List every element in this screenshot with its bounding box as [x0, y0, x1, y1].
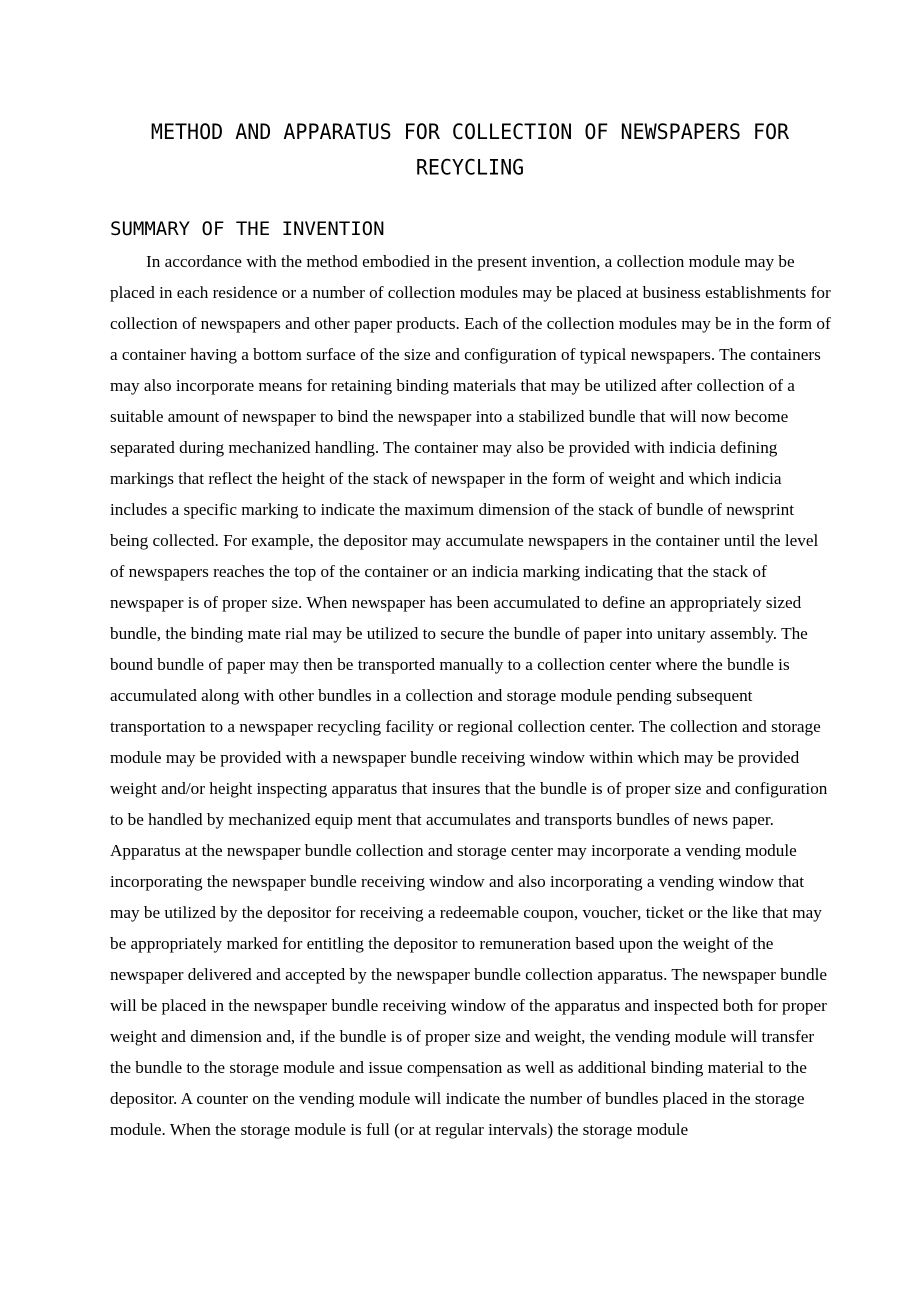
document-title: METHOD AND APPARATUS FOR COLLECTION OF NEWSPAPERS FOR RECYCLING [150, 118, 790, 180]
section-heading: SUMMARY OF THE INVENTION [110, 218, 385, 240]
summary-paragraph: In accordance with the method embodied in the present invention, a collection module may be placed in each residence or a number of collection modules may be placed at business establishments for collection of newspapers and other paper products. Each of the collection modules may be in the form of a container having a bottom surface of the size and configuration of typical newspapers. The containers may also incorporate means for retaining binding materials that may be utilized after collection of a suitable amount of newspaper to bind the newspaper into a stabilized bundle that will now become separated during mechanized handling. The container may also be provided with indicia defining markings that reflect the height of the stack of newspaper in the form of weight and which indicia includes a specific marking to indicate the maximum dimension of the stack of bundle of newsprint being collected. For example, the depositor may accumulate newspapers in the container until the level of newspapers reaches the top of the container or an indicia marking indicating that the stack of newspaper is of proper size. When newspaper has been accumulated to define an appropriately sized bundle, the binding mate rial may be utilized to secure the bundle of paper into unitary assembly. The bound bundle of paper may then be transported manually to a collection center where the bundle is accumulated along with other bundles in a collection and storage module pending subsequent transportation to a newspaper recycling facility or regional collection center. The collection and storage module may be provided with a newspaper bundle receiving window within which may be provided weight and/or height inspecting apparatus that insures that the bundle is of proper size and configuration to be handled by mechanized equip ment that accumulates and transports bundles of news paper. Apparatus at the newspaper bundle collection and storage center may incorporate a vending module incorporating the newspaper bundle receiving window and also incorporating a vending window that may be utilized by the depositor for receiving a redeemable coupon, voucher, ticket or the like that may be appropriately marked for entitling the depositor to remuneration based upon the weight of the newspaper delivered and accepted by the newspaper bundle collection apparatus. The newspaper bundle will be placed in the newspaper bundle receiving window of the apparatus and inspected both for proper weight and dimension and, if the bundle is of proper size and weight, the vending module will transfer the bundle to the storage module and issue compensation as well as additional binding material to the depositor. A counter on the vending module will indicate the number of bundles placed in the storage module. When the storage module is full (or at regular intervals) the storage module [110, 252, 831, 1139]
